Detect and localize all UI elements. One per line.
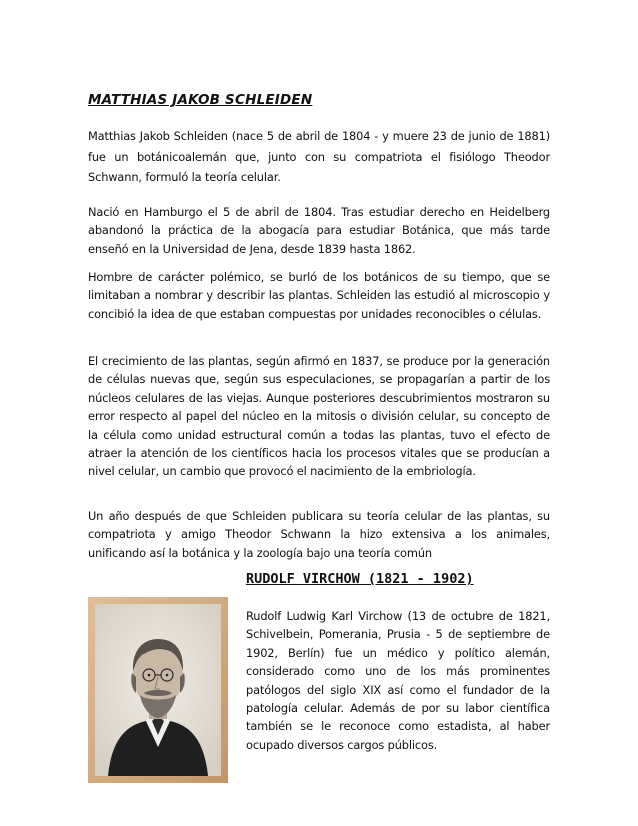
paragraph-intro: Matthias Jakob Schleiden (nace 5 de abril de 1804 - y muere 23 de junio de 1881) fue un botánicoalemán que, junto con su compatriota el fisiólogo Theodor Schwann, formuló la teoría celular. (88, 129, 550, 184)
paragraph-virchow: Rudolf Ludwig Karl Virchow (13 de octubre de 1821, Schivelbein, Pomerania, Prusia - 5 de septiembre de 1902, Berlín) fue un médico y político alemán, considerado como uno de los más prominentes patólogos del siglo XIX así como el fundador de la patología celular. Además de por su labor científica también se le reconoce como estadista, al haber ocupado diversos cargos públicos. (246, 609, 550, 752)
paragraph-birth: Nació en Hamburgo el 5 de abril de 1804. Tras estudiar derecho en Heidelberg abandonó la práctica de la abogacía para estudiar Botánica, que más tarde enseñó en la Universidad de Jena, desde 1839 hasta 1862. (88, 205, 550, 256)
virchow-portrait (88, 597, 228, 783)
paragraph-schwann: Un año después de que Schleiden publicara su teoría celular de las plantas, su compatriota y amigo Theodor Schwann la hizo extensiva a los animales, unificando así la botánica y la zoología bajo una teoría común (88, 509, 550, 560)
section-title-schleiden: MATTHIAS JAKOB SCHLEIDEN (88, 92, 313, 108)
section-title-virchow: RUDOLF VIRCHOW (1821 - 1902) (246, 571, 474, 587)
paragraph-character: Hombre de carácter polémico, se burló de los botánicos de su tiempo, que se limitaban a nombrar y describir las plantas. Schleiden las estudió al microscopio y concibió la idea de que estaban compuestas por unidades reconocibles o células. (88, 270, 550, 321)
paragraph-growth: El crecimiento de las plantas, según afirmó en 1837, se produce por la generación de células nuevas que, según sus especulaciones, se propagarían a partir de los núcleos celulares de las viejas. Aunque posteriores descubrimientos mostraron su error respecto al papel del núcleo en la mitosis o división celular, su concepto de la célula como unidad estructural común a todas las plantas, tuvo el efecto de atraer la atención de los científicos hacia los procesos vitales que se producían a nivel celular, un cambio que provocó el nacimiento de la embriología. (88, 354, 550, 479)
